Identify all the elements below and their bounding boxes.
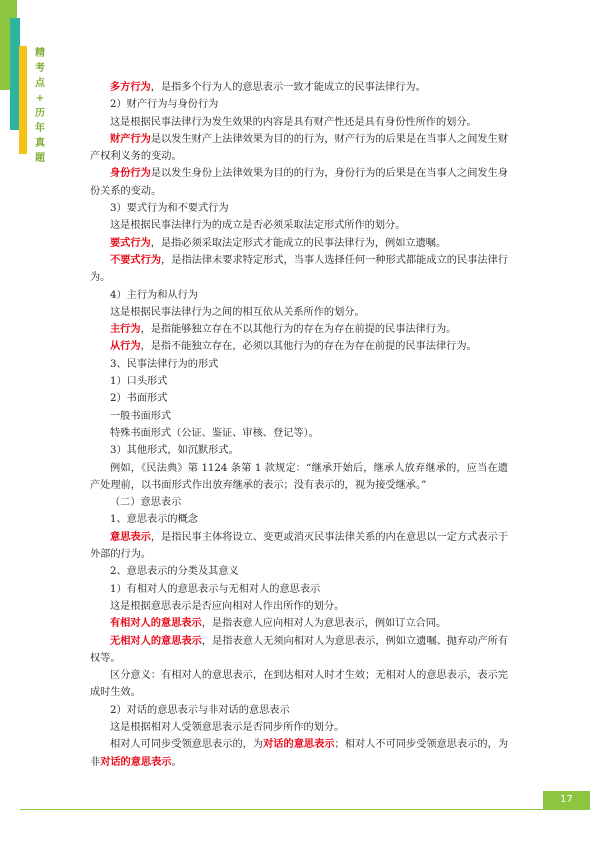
paragraph-text: 这是根据民事法律行为之间的相互依从关系所作的划分。 bbox=[110, 306, 365, 318]
key-term: 从行为 bbox=[110, 340, 141, 353]
paragraph-text: ，是指表意人无须向相对人为意思表示，例如立遗嘱、抛弃动产所有权等。 bbox=[90, 635, 509, 664]
key-term: 对话的意思表示 bbox=[100, 755, 172, 768]
paragraph-text: 一般书面形式 bbox=[110, 410, 172, 422]
paragraph-text: 1）有相对人的意思表示与无相对人的意思表示 bbox=[110, 583, 321, 595]
paragraph-text: ，是指必须采取法定形式才能成立的民事法律行为，例如立遗嘱。 bbox=[150, 237, 447, 249]
paragraph-text: ；相对人不可同步受领意思表示的，为非 bbox=[90, 739, 509, 768]
paragraph bbox=[90, 114, 508, 131]
side-label-char: 年 bbox=[35, 123, 45, 134]
paragraph bbox=[90, 719, 508, 736]
paragraph-text: 2、意思表示的分类及其意义 bbox=[110, 566, 239, 578]
key-term: 有相对人的意思表示 bbox=[110, 617, 202, 630]
paragraph bbox=[90, 304, 508, 321]
paragraph-text: 。 bbox=[171, 756, 182, 768]
paragraph bbox=[90, 252, 508, 287]
paragraph-text: 3）其他形式，如沉默形式。 bbox=[110, 445, 239, 457]
paragraph-text: （二）意思表示 bbox=[110, 497, 182, 509]
paragraph-text: ，是指能够独立存在不以其他行为的存在为存在前提的民事法律行为。 bbox=[140, 324, 457, 336]
paragraph bbox=[90, 667, 508, 702]
paragraph bbox=[90, 425, 508, 442]
key-term: 身份行为 bbox=[110, 167, 151, 180]
paragraph-text: 这是根据意思表示是否应向相对人作出所作的划分。 bbox=[110, 600, 345, 612]
paragraph-text: 区分意义：有相对人的意思表示，在到达相对人时才生效；无相对人的意思表示，表示完成时生效。 bbox=[90, 670, 508, 699]
paragraph bbox=[90, 598, 508, 615]
paragraph bbox=[90, 217, 508, 234]
paragraph bbox=[90, 373, 508, 390]
document-body bbox=[90, 79, 508, 771]
paragraph bbox=[90, 460, 508, 495]
paragraph-text: 2）书面形式 bbox=[110, 393, 168, 405]
paragraph-text: 2）财产行为与身份行为 bbox=[110, 99, 219, 111]
paragraph-text: 3、民事法律行为的形式 bbox=[110, 358, 219, 370]
key-term: 不要式行为 bbox=[110, 253, 162, 266]
paragraph bbox=[90, 633, 508, 668]
paragraph bbox=[90, 390, 508, 407]
key-term: 意思表示 bbox=[110, 530, 151, 543]
paragraph-text: 特殊书面形式（公证、鉴证、审核、登记等）。 bbox=[110, 427, 319, 439]
paragraph bbox=[90, 356, 508, 373]
side-label-char: 考 bbox=[35, 63, 45, 74]
side-label-char: 点 bbox=[35, 78, 45, 89]
page-number: 17 bbox=[543, 791, 590, 809]
paragraph bbox=[90, 200, 508, 217]
paragraph-text: 相对人可同步受领意思表示的，为 bbox=[110, 739, 264, 751]
paragraph bbox=[90, 408, 508, 425]
paragraph-text: 是以发生财产上法律效果为目的的行为，财产行为的后果是在当事人之间发生财产权利义务的变动。 bbox=[90, 133, 509, 163]
paragraph bbox=[90, 338, 508, 355]
key-term: 对话的意思表示 bbox=[263, 738, 335, 751]
paragraph-text: 例如，《民法典》第 1124 条第 1 款规定：“继承开始后，继承人放弃继承的，应当在遗产处理前，以书面形式作出放弃继承的表示；没有表示的，视为接受继承。” bbox=[90, 462, 508, 491]
paragraph bbox=[90, 321, 508, 338]
paragraph bbox=[90, 736, 508, 771]
paragraph bbox=[90, 96, 508, 113]
paragraph-text: 1）口头形式 bbox=[110, 376, 168, 388]
paragraph-text: ，是指多个行为人的意思表示一致才能成立的民事法律行为。 bbox=[150, 82, 426, 93]
side-label-char: 历 bbox=[35, 108, 45, 119]
paragraph-text: 3）要式行为和不要式行为 bbox=[110, 203, 229, 215]
decor-bar-yellow bbox=[19, 46, 27, 154]
key-term: 要式行为 bbox=[110, 236, 151, 249]
paragraph bbox=[90, 615, 508, 632]
paragraph-text: ，是指表意人应向相对人为意思表示，例如订立合同。 bbox=[201, 618, 447, 630]
paragraph bbox=[90, 287, 508, 304]
key-term: 主行为 bbox=[110, 323, 141, 336]
paragraph-text: 是以发生身份上法律效果为目的的行为，身份行为的后果是在当事人之间发生身份关系的变动。 bbox=[90, 168, 509, 197]
paragraph bbox=[90, 442, 508, 459]
paragraph bbox=[90, 79, 508, 96]
paragraph-text: 这是根据民事法律行为发生效果的内容是具有财产性还是具有身份性所作的划分。 bbox=[110, 116, 477, 128]
side-label-char: + bbox=[35, 93, 45, 104]
paragraph bbox=[90, 165, 508, 200]
side-label-char: 真 bbox=[35, 138, 45, 149]
footer-rule bbox=[20, 809, 590, 810]
paragraph bbox=[90, 131, 508, 166]
paragraph-text: 4）主行为和从行为 bbox=[110, 289, 198, 301]
paragraph bbox=[90, 702, 508, 719]
paragraph-text: 2）对话的意思表示与非对话的意思表示 bbox=[110, 704, 290, 716]
paragraph-text: 这是根据民事法律行为的成立是否必须采取法定形式所作的划分。 bbox=[110, 220, 406, 232]
paragraph bbox=[90, 235, 508, 252]
paragraph-text: 1、意思表示的概念 bbox=[110, 514, 198, 526]
side-label-char: 题 bbox=[35, 153, 45, 164]
key-term: 多方行为 bbox=[110, 81, 151, 93]
side-section-label bbox=[33, 46, 47, 166]
key-term: 无相对人的意思表示 bbox=[110, 634, 202, 647]
paragraph bbox=[90, 581, 508, 598]
paragraph bbox=[90, 494, 508, 511]
paragraph-text: 这是根据相对人受领意思表示是否同步所作的划分。 bbox=[110, 721, 345, 733]
paragraph-text: ，是指不能独立存在，必须以其他行为的存在为存在前提的民事法律行为。 bbox=[140, 341, 477, 353]
paragraph-text: ，是指法律未要求特定形式，当事人选择任何一种形式都能成立的民事法律行为。 bbox=[90, 254, 508, 284]
paragraph bbox=[90, 529, 508, 564]
paragraph bbox=[90, 563, 508, 580]
paragraph-text: ，是指民事主体将设立、变更或消灭民事法律关系的内在意思以一定方式表示于外部的行为。 bbox=[90, 531, 509, 561]
key-term: 财产行为 bbox=[110, 132, 151, 145]
paragraph bbox=[90, 511, 508, 528]
side-label-char: 精 bbox=[35, 48, 45, 59]
